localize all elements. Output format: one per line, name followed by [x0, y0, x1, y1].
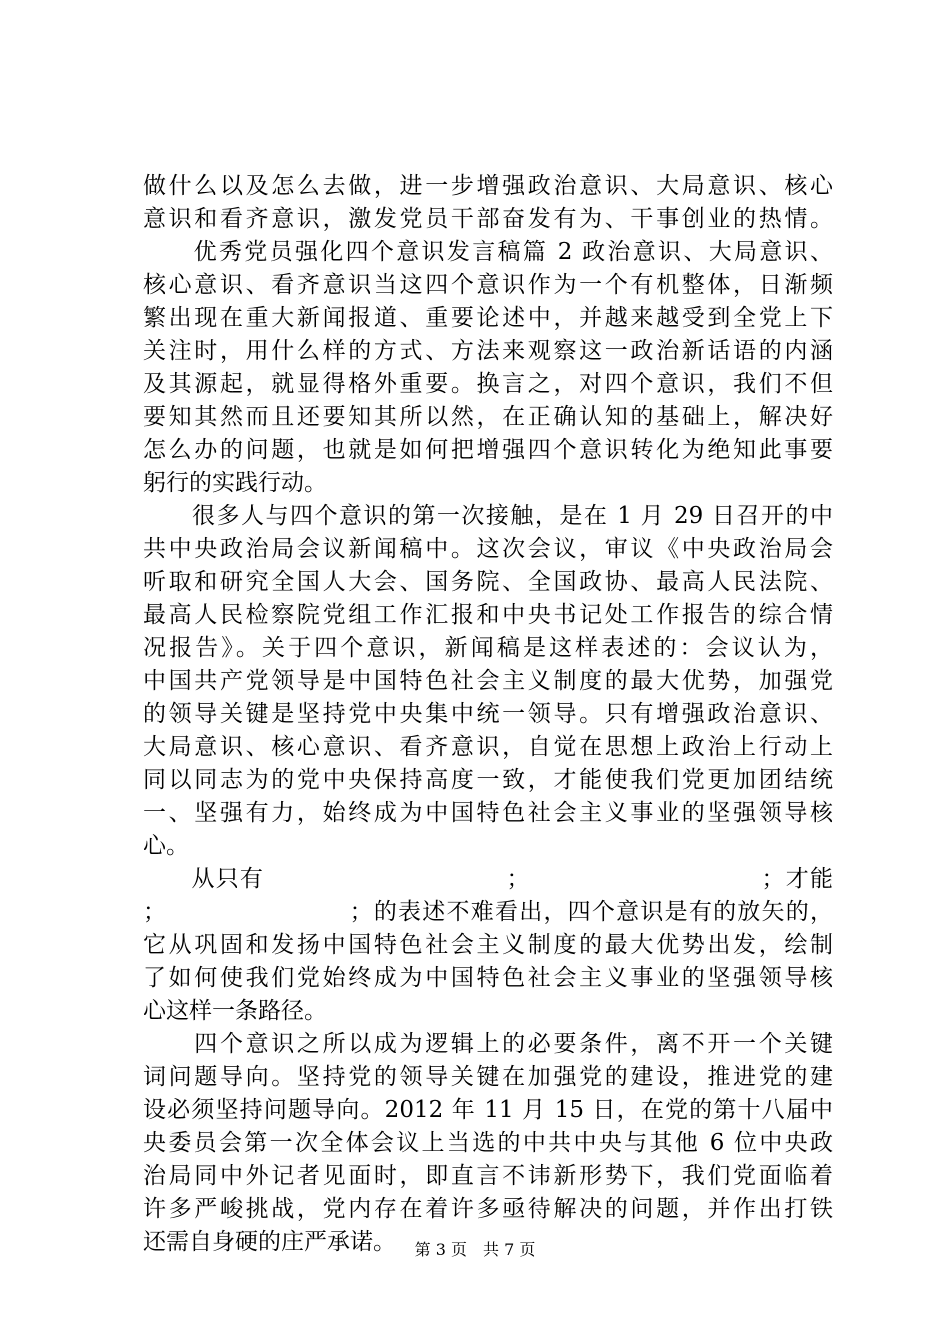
text-line: 繁出现在重大新闻报道、重要论述中，并越来越受到全党上下: [143, 305, 833, 331]
text-line: 况报告》。关于四个意识，新闻稿是这样表述的：会议认为，: [143, 635, 833, 661]
text-line: 设必须坚持问题导向。2012 年 11 月 15 日，在党的第十八届中: [143, 1097, 833, 1123]
text-line: 了如何使我们党始终成为中国特色社会主义事业的坚强领导核: [143, 965, 833, 991]
text-line: 它从巩固和发扬中国特色社会主义制度的最大优势出发，绘制: [143, 932, 833, 958]
text-line: 优秀党员强化四个意识发言稿篇 2 政治意识、大局意识、: [143, 239, 833, 265]
text-line: 共中央政治局会议新闻稿中。这次会议，审议《中央政治局会: [143, 536, 833, 562]
text-line: 央委员会第一次全体会议上当选的中共中央与其他 6 位中央政: [143, 1130, 833, 1156]
text-line: 及其源起，就显得格外重要。换言之，对四个意识，我们不但: [143, 371, 833, 397]
text-line: 很多人与四个意识的第一次接触，是在 1 月 29 日召开的中: [143, 503, 833, 529]
text-line: 核心意识、看齐意识当这四个意识作为一个有机整体，日渐频: [143, 272, 833, 298]
text-line: 中国共产党领导是中国特色社会主义制度的最大优势，加强党: [143, 668, 833, 694]
text-line: 意识和看齐意识，激发党员干部奋发有为、干事创业的热情。: [143, 206, 833, 232]
text-line: 还需自身硬的庄严承诺。: [143, 1229, 396, 1255]
text-line: 治局同中外记者见面时，即直言不讳新形势下，我们党面临着: [143, 1163, 833, 1189]
text-line: 最高人民检察院党组工作汇报和中央书记处工作报告的综合情: [143, 602, 833, 628]
text-line: 躬行的实践行动。: [143, 470, 327, 496]
text-line: 做什么以及怎么去做，进一步增强政治意识、大局意识、核心: [143, 173, 833, 199]
text-line: 同以同志为的党中央保持高度一致，才能使我们党更加团结统: [143, 767, 833, 793]
text-line: 听取和研究全国人大会、国务院、全国政协、最高人民法院、: [143, 569, 833, 595]
text-line: 大局意识、核心意识、看齐意识，自觉在思想上政治上行动上: [143, 734, 833, 760]
text-line: 要知其然而且还要知其所以然，在正确认知的基础上，解决好: [143, 404, 833, 430]
text-line: 心这样一条路径。: [143, 998, 327, 1024]
text-line: 词问题导向。坚持党的领导关键在加强党的建设，推进党的建: [143, 1064, 833, 1090]
text-line: 心。: [143, 833, 189, 859]
text-line: 一、坚强有力，始终成为中国特色社会主义事业的坚强领导核: [143, 800, 833, 826]
body-text: [143, 170, 833, 1259]
text-line: ； ；的表述不难看出，四个意识是有的放矢的，: [143, 899, 833, 925]
text-line: 怎么办的问题，也就是如何把增强四个意识转化为绝知此事要: [143, 437, 833, 463]
text-line: 四个意识之所以成为逻辑上的必要条件，离不开一个关键: [143, 1031, 833, 1057]
text-line: 关注时，用什么样的方式、方法来观察这一政治新话语的内涵: [143, 338, 833, 364]
page-number-footer: 第 3 页 共 7 页: [414, 1240, 536, 1259]
text-line: 的领导关键是坚持党中央集中统一领导。只有增强政治意识、: [143, 701, 833, 727]
text-line: 许多严峻挑战，党内存在着许多亟待解决的问题，并作出打铁: [143, 1196, 833, 1222]
text-line: 从只有 ； ；才能: [143, 866, 833, 892]
